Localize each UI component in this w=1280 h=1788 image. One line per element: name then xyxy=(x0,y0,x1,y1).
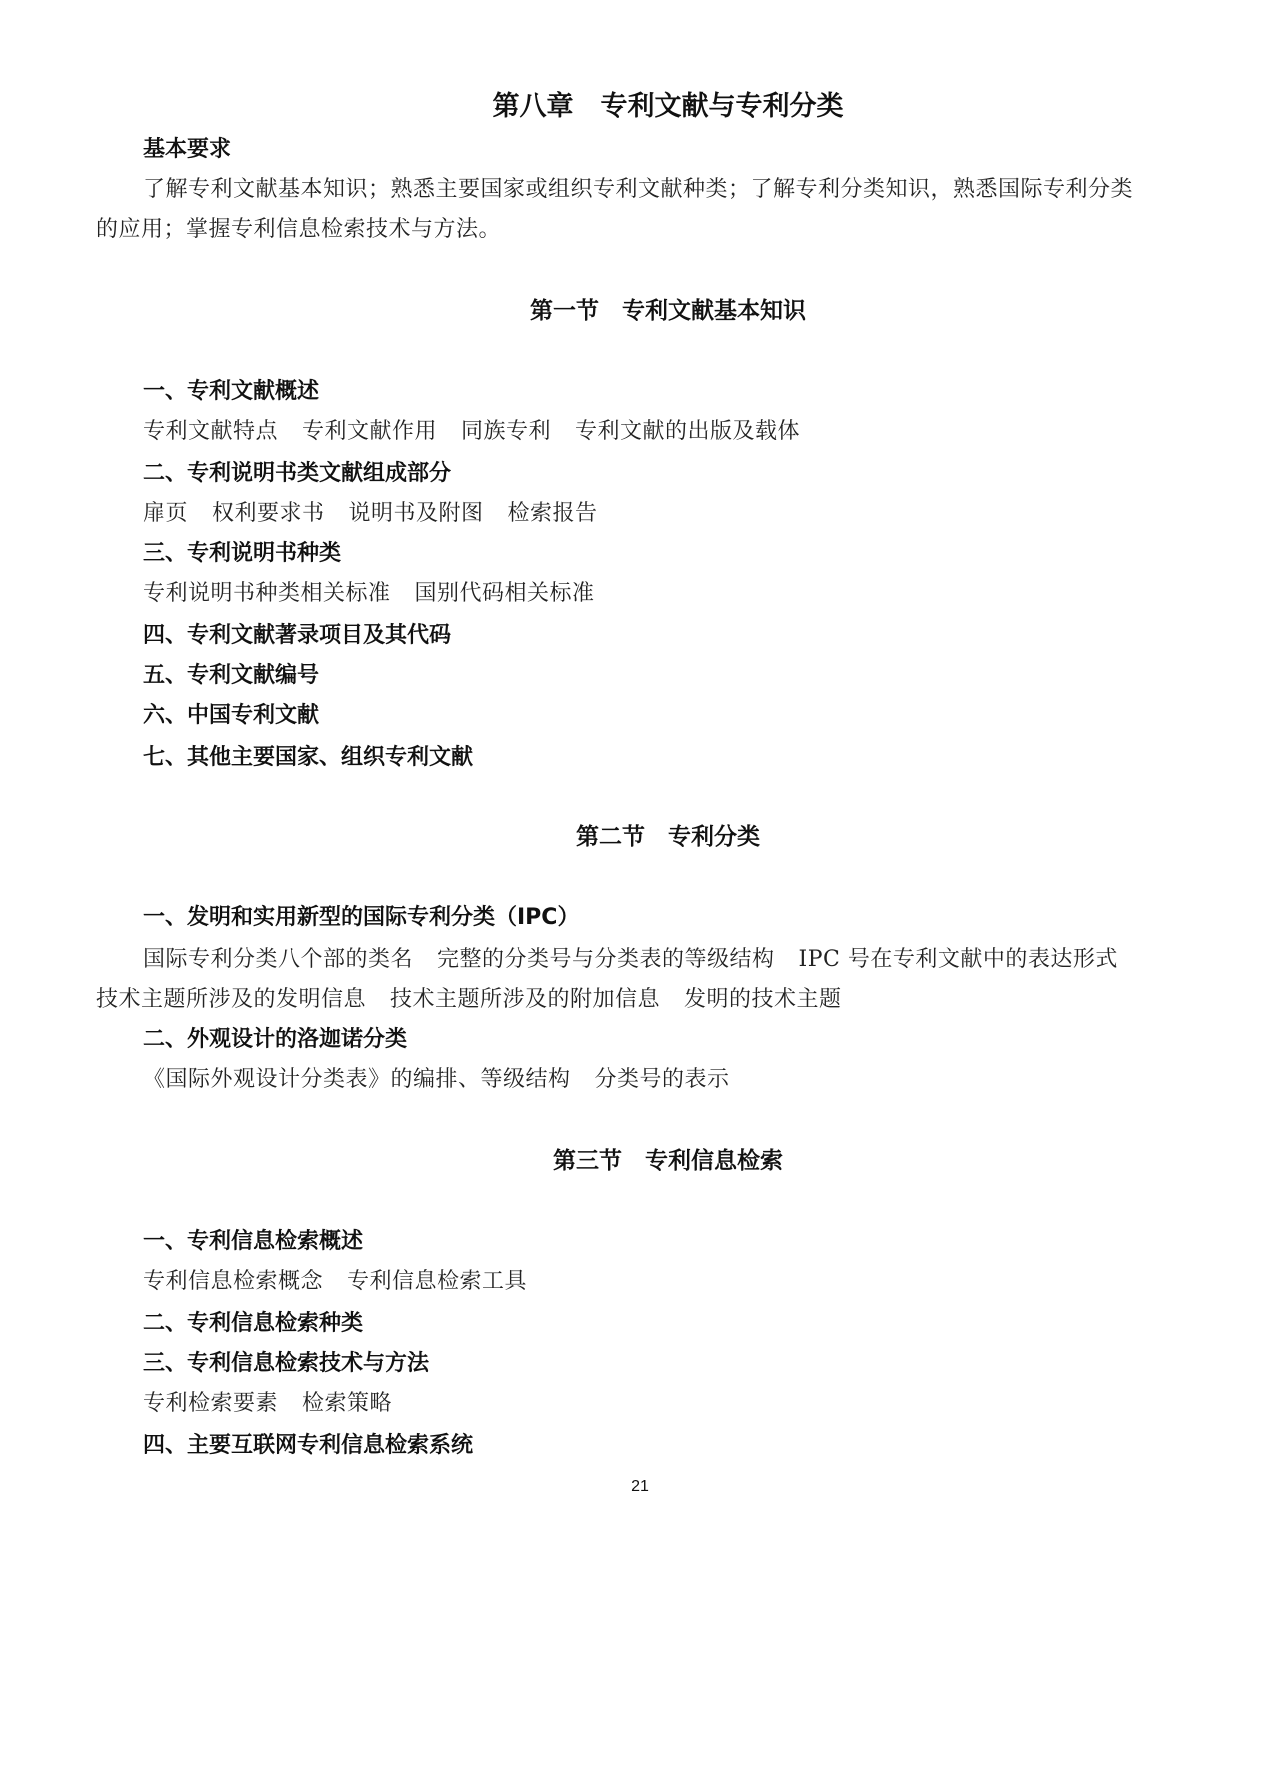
s3-heading-1-items xyxy=(143,1264,1280,1295)
list-item: 专利文献作用 xyxy=(302,419,438,444)
s2-heading-1: 一、发明和实用新型的国际专利分类（IPC） xyxy=(143,905,580,930)
list-item: 国别代码相关标准 xyxy=(414,581,595,606)
s3-heading-4: 四、主要互联网专利信息检索系统 xyxy=(143,1433,474,1458)
list-item: 技术主题所涉及的附加信息 xyxy=(390,987,661,1012)
list-item: 权利要求书 xyxy=(212,501,325,526)
list-item: 专利说明书种类相关标准 xyxy=(143,581,391,606)
list-item: IPC 号在专利文献中的表达形式 xyxy=(798,947,1118,972)
list-item: 技术主题所涉及的发明信息 xyxy=(96,987,367,1012)
s2-heading-2-items xyxy=(143,1062,1280,1093)
list-item: 专利信息检索工具 xyxy=(347,1269,528,1294)
list-item: 专利信息检索概念 xyxy=(143,1269,324,1294)
list-item: 专利文献特点 xyxy=(143,419,279,444)
requirements-text-line-1: 了解专利文献基本知识；熟悉主要国家或组织专利文献种类；了解专利分类知识，熟悉国际专利分类 xyxy=(143,177,1134,202)
s2-heading-2: 二、外观设计的洛迦诺分类 xyxy=(143,1027,408,1052)
s1-heading-1: 一、专利文献概述 xyxy=(143,379,320,404)
list-item: 分类号的表示 xyxy=(594,1067,730,1092)
s2-heading-1-items-line-1 xyxy=(143,942,1280,973)
list-item: 扉页 xyxy=(143,501,189,526)
page-number: 21 xyxy=(631,1478,649,1495)
list-item: 检索策略 xyxy=(302,1391,393,1416)
s3-heading-2: 二、专利信息检索种类 xyxy=(143,1311,364,1336)
s1-heading-3: 三、专利说明书种类 xyxy=(143,541,342,566)
s3-heading-3: 三、专利信息检索技术与方法 xyxy=(143,1351,430,1376)
list-item: 《国际外观设计分类表》的编排、等级结构 xyxy=(143,1067,571,1092)
requirements-text-line-2: 的应用；掌握专利信息检索技术与方法。 xyxy=(96,217,502,242)
section-2-title: 第二节 专利分类 xyxy=(576,824,760,850)
s3-heading-3-items xyxy=(143,1386,1280,1417)
section-3-title: 第三节 专利信息检索 xyxy=(553,1148,783,1174)
list-item: 同族专利 xyxy=(461,419,552,444)
s1-heading-4: 四、专利文献著录项目及其代码 xyxy=(143,623,452,648)
chapter-title: 第八章 专利文献与专利分类 xyxy=(492,91,844,122)
list-item: 国际专利分类八个部的类名 xyxy=(143,947,414,972)
s1-heading-6: 六、中国专利文献 xyxy=(143,703,320,728)
s2-heading-1-items-line-2 xyxy=(96,982,1280,1013)
requirements-heading: 基本要求 xyxy=(143,137,232,162)
s3-heading-1: 一、专利信息检索概述 xyxy=(143,1229,364,1254)
list-item: 发明的技术主题 xyxy=(684,987,842,1012)
list-item: 专利文献的出版及载体 xyxy=(575,419,801,444)
s1-heading-5: 五、专利文献编号 xyxy=(143,663,320,688)
list-item: 专利检索要素 xyxy=(143,1391,279,1416)
s1-heading-2: 二、专利说明书类文献组成部分 xyxy=(143,461,452,486)
s1-heading-7: 七、其他主要国家、组织专利文献 xyxy=(143,745,474,770)
s1-heading-2-items xyxy=(143,496,1280,527)
s1-heading-3-items xyxy=(143,576,1280,607)
list-item: 说明书及附图 xyxy=(348,501,484,526)
s1-heading-1-items xyxy=(143,414,1280,445)
list-item: 检索报告 xyxy=(507,501,598,526)
section-1-title: 第一节 专利文献基本知识 xyxy=(530,298,806,324)
list-item: 完整的分类号与分类表的等级结构 xyxy=(437,947,775,972)
